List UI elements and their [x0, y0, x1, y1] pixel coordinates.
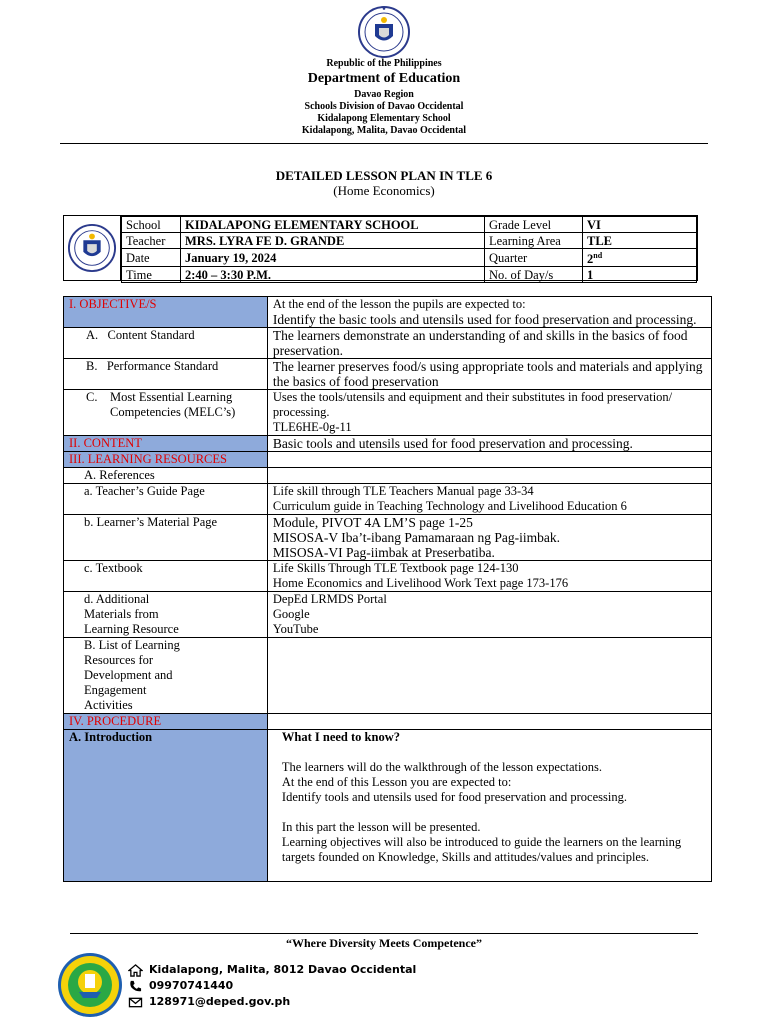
- performance-standard-letter: B.: [86, 359, 98, 373]
- melc-code: TLE6HE-0g-11: [272, 420, 352, 434]
- teachers-guide-label: a. Teacher’s Guide Page: [64, 484, 268, 515]
- additional-materials-1: DepEd LRMDS Portal: [272, 592, 387, 606]
- content-standard-letter: A.: [86, 328, 99, 342]
- school-motto: “Where Diversity Meets Competence”: [285, 936, 483, 950]
- additional-materials-3: YouTube: [272, 622, 319, 636]
- references-label: A. References: [64, 468, 268, 484]
- email-icon: [128, 996, 143, 1009]
- contact-address-row: [128, 962, 416, 978]
- content-standard-row: [64, 328, 712, 359]
- procedure-empty: [267, 714, 711, 730]
- lesson-info-table: [63, 215, 698, 281]
- learners-material-label: b. Learner’s Material Page: [64, 515, 268, 561]
- info-row-date: [122, 249, 697, 267]
- learners-material-row: [64, 515, 712, 561]
- school-value: KIDALAPONG ELEMENTARY SCHOOL: [181, 217, 485, 233]
- school-seal-logo: [57, 952, 123, 1018]
- list-resources-empty: [267, 638, 711, 714]
- learners-material-3: MISOSA-VI Pag-iimbak at Preserbatiba.: [272, 545, 495, 560]
- contact-email[interactable]: 128971@deped.gov.ph: [149, 995, 291, 1008]
- content-standard-label-cell: [64, 328, 268, 359]
- days-label: No. of Day/s: [485, 267, 583, 283]
- content-standard-label: Content Standard: [107, 328, 195, 342]
- learners-material-cell: [267, 515, 711, 561]
- contact-phone[interactable]: 09970741440: [149, 979, 234, 992]
- contact-phone-row: [128, 978, 416, 994]
- date-value: January 19, 2024: [181, 249, 485, 267]
- home-icon: [128, 964, 143, 977]
- additional-materials-2: Google: [272, 607, 310, 621]
- objectives-label: I. OBJECTIVE/S: [64, 297, 268, 328]
- performance-standard-label-cell: [64, 359, 268, 390]
- introduction-label: A. Introduction: [64, 730, 268, 882]
- procedure-row: [64, 714, 712, 730]
- objectives-cell: [267, 297, 711, 328]
- deped-seal-small-logo: [67, 223, 117, 273]
- melc-label-cell: [64, 390, 268, 436]
- additional-materials-row: [64, 592, 712, 638]
- textbook-row: [64, 561, 712, 592]
- date-label: Date: [122, 249, 181, 267]
- textbook-2: Home Economics and Livelihood Work Text page 173-176: [272, 576, 569, 590]
- learners-material-1: Module, PIVOT 4A LM’S page 1-25: [272, 515, 473, 530]
- header-divider: [60, 143, 708, 144]
- melc-value: Uses the tools/utensils and equipment and their substitutes in food preservation/ processing.: [272, 390, 673, 419]
- content-value: Basic tools and utensils used for food preservation and processing.: [267, 436, 711, 452]
- references-row: [64, 468, 712, 484]
- time-value: 2:40 – 3:30 P.M.: [181, 267, 485, 283]
- contact-address: Kidalapong, Malita, 8012 Davao Occidental: [149, 963, 417, 976]
- division-text: Schools Division of Davao Occidental: [304, 101, 464, 112]
- department-text: Department of Education: [307, 71, 461, 86]
- objectives-row: [64, 297, 712, 328]
- melc-row: [64, 390, 712, 436]
- learners-material-2: MISOSA-V Iba’t-ibang Pamamaraan ng Pag-iimbak.: [272, 530, 560, 545]
- list-resources-row: [64, 638, 712, 714]
- performance-standard-label: Performance Standard: [106, 359, 219, 373]
- introduction-heading: What I need to know?: [281, 730, 400, 744]
- list-resources-label: B. List of Learning Resources for Development and Engagement Activities: [64, 638, 268, 714]
- teacher-label: Teacher: [122, 233, 181, 249]
- letterhead: [0, 58, 768, 137]
- grade-label: Grade Level: [485, 217, 583, 233]
- teachers-guide-2: Curriculum guide in Teaching Technology and Livelihood Education 6: [272, 499, 627, 513]
- plan-title: DETAILED LESSON PLAN IN TLE 6: [275, 168, 493, 183]
- melc-label: Most Essential Learning Competencies (MELC’s): [110, 390, 236, 419]
- phone-icon: [128, 980, 143, 993]
- introduction-text-4: In this part the lesson will be presented.: [281, 820, 481, 834]
- additional-materials-label: d. Additional Materials from Learning Resource: [64, 592, 268, 638]
- introduction-text-1: The learners will do the walkthrough of the lesson expectations.: [281, 760, 602, 774]
- procedure-label: IV. PROCEDURE: [64, 714, 268, 730]
- textbook-label: c. Textbook: [64, 561, 268, 592]
- deped-seal-logo: [358, 6, 410, 58]
- days-value: 1: [583, 267, 697, 283]
- school-label: School: [122, 217, 181, 233]
- school-text: Kidalapong Elementary School: [317, 113, 451, 124]
- plan-subtitle: (Home Economics): [333, 183, 435, 198]
- info-row-teacher: [122, 233, 697, 249]
- region-text: Davao Region: [354, 89, 414, 100]
- objectives-intro: At the end of the lesson the pupils are expected to:: [272, 297, 526, 311]
- lesson-plan-table: [63, 296, 712, 882]
- teachers-guide-cell: [267, 484, 711, 515]
- contact-block: [128, 962, 416, 1010]
- introduction-text-2: At the end of this Lesson you are expected to:: [281, 775, 512, 789]
- info-row-time: [122, 267, 697, 283]
- footer-divider: [70, 933, 698, 934]
- resources-row: [64, 452, 712, 468]
- content-row: [64, 436, 712, 452]
- resources-label: III. LEARNING RESOURCES: [64, 452, 268, 468]
- teacher-value: MRS. LYRA FE D. GRANDE: [181, 233, 485, 249]
- contact-email-row: [128, 994, 416, 1010]
- time-label: Time: [122, 267, 181, 283]
- performance-standard-row: [64, 359, 712, 390]
- teachers-guide-row: [64, 484, 712, 515]
- melc-cell: [267, 390, 711, 436]
- quarter-label: Quarter: [485, 249, 583, 267]
- content-standard-value: The learners demonstrate an understanding of and skills in the basics of food preservation.: [267, 328, 711, 359]
- info-row-school: [122, 217, 697, 233]
- introduction-row: [64, 730, 712, 882]
- references-empty: [267, 468, 711, 484]
- resources-empty: [267, 452, 711, 468]
- introduction-text-3: Identify tools and utensils used for food preservation and processing.: [281, 790, 627, 804]
- introduction-text-5: Learning objectives will also be introduced to guide the learners on the learning targets founded on Knowledge, Skills and attitudes/values and principles.: [281, 835, 682, 864]
- address-text: Kidalapong, Malita, Davao Occidental: [301, 125, 467, 136]
- quarter-number: 2: [587, 252, 594, 267]
- teachers-guide-1: Life skill through TLE Teachers Manual page 33-34: [272, 484, 534, 498]
- introduction-cell: [267, 730, 711, 882]
- info-logo-cell: [64, 216, 121, 280]
- content-label: II. CONTENT: [64, 436, 268, 452]
- textbook-cell: [267, 561, 711, 592]
- melc-letter: C.: [86, 390, 98, 404]
- area-value: TLE: [583, 233, 697, 249]
- quarter-value: [583, 249, 697, 267]
- quarter-suffix: nd: [593, 251, 603, 260]
- additional-materials-cell: [267, 592, 711, 638]
- republic-text: Republic of the Philippines: [326, 58, 442, 69]
- objectives-text: Identify the basic tools and utensils used for food preservation and processing.: [272, 312, 697, 327]
- performance-standard-value: The learner preserves food/s using appropriate tools and materials and applying the basics of food preservation: [267, 359, 711, 390]
- area-label: Learning Area: [485, 233, 583, 249]
- grade-value: VI: [583, 217, 697, 233]
- textbook-1: Life Skills Through TLE Textbook page 124-130: [272, 561, 519, 575]
